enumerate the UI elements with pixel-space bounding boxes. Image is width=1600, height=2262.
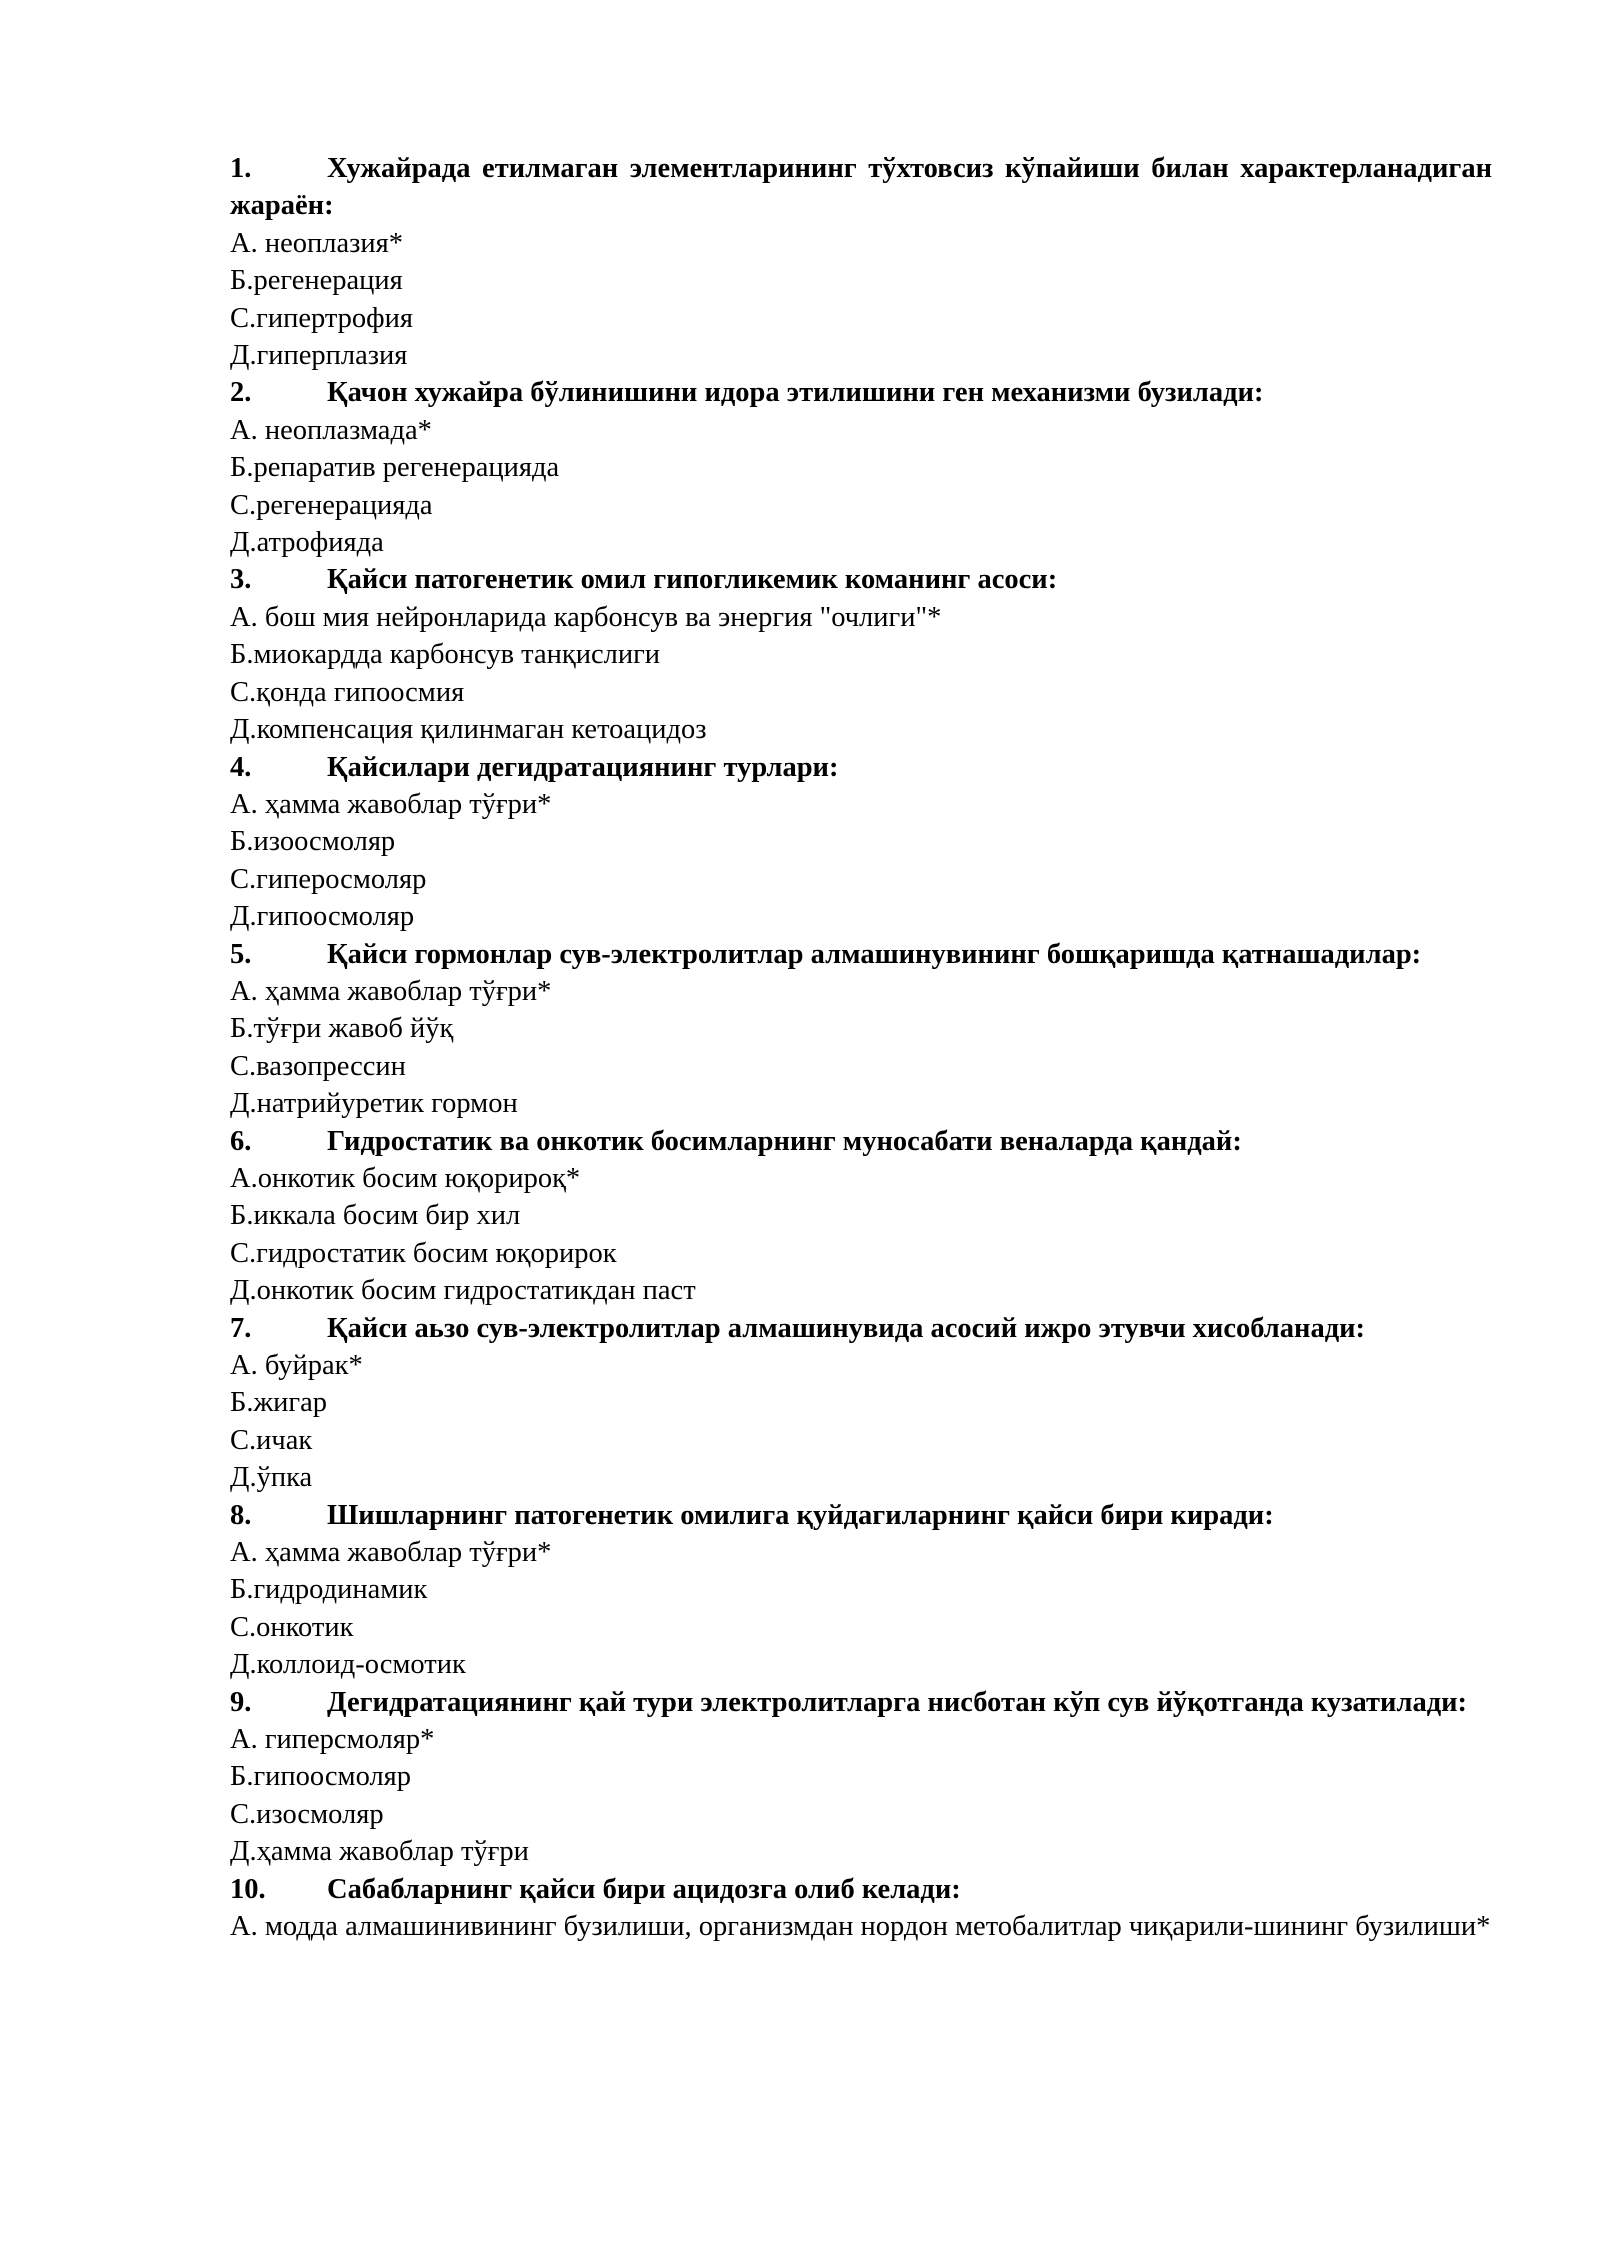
question-prompt: Гидростатик ва онкотик босимларнинг муносабати веналарда қандай: [327,1125,1242,1157]
question-block [230,936,1492,1123]
answer-option: А. буйрак* [230,1350,363,1381]
question-number: 2. [230,377,252,409]
question-prompt: Қайсилари дегидратациянинг турлари: [327,751,839,783]
answer-option: Б.гидродинамик [230,1574,428,1606]
question-prompt: Қайси гормонлар сув-электролитлар алмашинувининг бошқаришда қатнашадилар: [327,938,1422,970]
answer-option: А. ҳамма жавоблар тўғри* [230,1537,552,1569]
answer-option: С.ичак [230,1424,313,1456]
question-number: 6. [230,1125,252,1157]
question-text [230,1684,1492,1721]
answer-option: Д.коллоид-осмотик [230,1649,466,1681]
question-block [230,1497,1492,1684]
answer-option: С.гидростатик босим юқорирок [230,1237,617,1269]
question-text [230,749,1492,786]
answer-option: А. ҳамма жавоблар тўғри* [230,788,552,820]
answer-option: Б.регенерация [230,265,403,297]
answer-option: С.гиперосмоляр [230,863,427,895]
question-block [230,1310,1492,1497]
answer-option: Б.иккала босим бир хил [230,1200,521,1232]
question-block [230,1684,1492,1871]
question-block [230,1871,1492,1946]
answer-option: Д.онкотик босим гидростатикдан паст [230,1275,696,1307]
question-block [230,374,1492,561]
answer-option: А.онкотик босим юқорироқ* [230,1162,581,1194]
answer-option: Б.тўғри жавоб йўқ [230,1013,454,1045]
answer-option: С.вазопрессин [230,1050,406,1082]
question-text [230,561,1492,598]
question-number: 9. [230,1686,252,1718]
question-prompt: Қайси патогенетик омил гипогликемик команинг асоси: [327,564,1058,596]
answer-option: Б.жигар [230,1387,328,1419]
question-text [230,374,1492,411]
answer-option: А. гиперсмоляр* [230,1724,435,1756]
answer-option: С.регенерацияда [230,489,433,521]
question-number: 4. [230,751,252,783]
question-block [230,561,1492,748]
question-text [230,936,1492,973]
answer-option: Д.натрийуретик гормон [230,1088,518,1120]
question-prompt: Дегидратациянинг қай тури электролитларга нисботан кўп сув йўқотганда кузатилади: [327,1686,1468,1718]
answer-option: С.гипертрофия [230,302,413,334]
answer-option: Д.атрофияда [230,527,384,559]
question-text [230,1871,1492,1908]
question-text [230,1497,1492,1534]
answer-option: Б.изоосмоляр [230,826,396,858]
answer-option: А. ҳамма жавоблар тўғри* [230,975,552,1007]
document-page [230,150,1492,1946]
question-number: 8. [230,1499,252,1531]
question-number: 3. [230,564,252,596]
answer-option: С.қонда гипоосмия [230,676,465,708]
question-text [230,150,1492,225]
question-prompt: Қачон хужайра бўлинишини идора этилишини ген механизми бузилади: [327,377,1264,409]
question-prompt: Хужайрада етилмаган элементларининг тўхтовсиз кўпайиши билан характерланадиган жараён: [230,153,1492,222]
question-block [230,150,1492,374]
answer-option: Б.миокардда карбонсув танқислиги [230,639,661,671]
answer-option: А. бош мия нейронларида карбонсув ва энергия "очлиги"* [230,601,942,633]
question-prompt: Қайси аьзо сув-электролитлар алмашинувида асосий ижро этувчи хисобланади: [327,1312,1366,1344]
question-number: 1. [230,153,252,184]
answer-option: Д.ҳамма жавоблар тўғри [230,1836,529,1868]
question-number: 10. [230,1873,266,1905]
answer-option: Б.репаратив регенерацияда [230,452,560,484]
answer-option: А. модда алмашинивининг бузилиши, организмдан нордон метобалитлар чиқарили-шининг бузилиши* [230,1911,1491,1943]
answer-option: Д.компенсация қилинмаган кетоацидоз [230,714,707,746]
question-text [230,1310,1492,1347]
answer-option: А. неоплазмада* [230,414,432,446]
question-block [230,1123,1492,1310]
answer-option: Б.гипоосмоляр [230,1761,412,1793]
question-prompt: Сабабларнинг қайси бири ацидозга олиб келади: [327,1873,961,1905]
answer-option: Д.гиперплазия [230,340,408,372]
question-number: 7. [230,1312,252,1344]
answer-option: А. неоплазия* [230,227,403,259]
question-block [230,749,1492,936]
answer-option: Д.гипоосмоляр [230,901,415,933]
question-text [230,1123,1492,1160]
question-prompt: Шишларнинг патогенетик омилига қуйдагиларнинг қайси бири киради: [327,1499,1274,1531]
question-number: 5. [230,938,252,970]
answer-option: С.изосмоляр [230,1798,384,1830]
answer-option: Д.ўпка [230,1462,313,1494]
answer-option: С.онкотик [230,1611,354,1643]
